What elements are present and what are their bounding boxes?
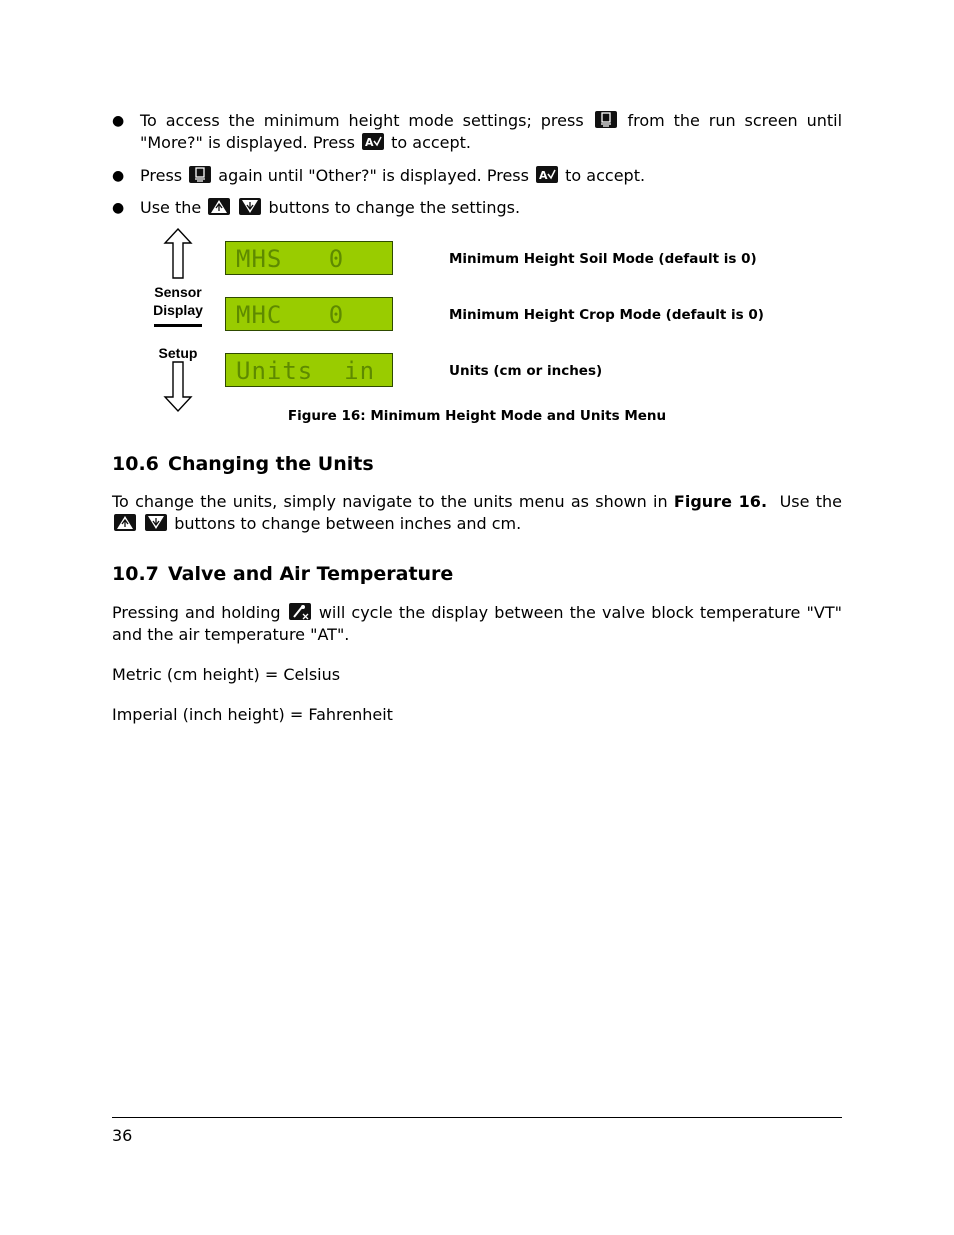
bullet-text: to accept. — [391, 133, 472, 152]
metric-line: Metric (cm height) = Celsius — [112, 665, 341, 684]
section-title: Changing the Units — [168, 453, 374, 475]
temperature-icon — [289, 603, 311, 620]
bullet-text: to accept. — [565, 166, 646, 185]
up-hollow-arrow-icon — [163, 228, 193, 280]
sensor-display-label: Sensor Display — [153, 284, 203, 318]
figure-caption: Figure 16: Minimum Height Mode and Units Menu — [287, 408, 667, 424]
section-heading-10-7 — [112, 563, 453, 585]
accept-icon — [362, 133, 384, 150]
paragraph-text: To change the units, simply navigate to the units menu as shown in — [112, 492, 668, 511]
svg-text:A: A — [365, 136, 374, 149]
bullet-text: Press — [140, 166, 183, 185]
down-arrow-icon — [145, 514, 167, 531]
label-divider — [154, 324, 202, 327]
page-number: 36 — [112, 1126, 133, 1145]
down-hollow-arrow-icon — [163, 361, 193, 413]
bullet-text: from the run screen until "More?" is displayed. Press — [140, 111, 843, 152]
lcd-label-mhc: Minimum Height Crop Mode (default is 0) — [449, 307, 764, 323]
lcd-label-mhs: Minimum Height Soil Mode (default is 0) — [449, 251, 757, 267]
bullet-text: Use the — [140, 198, 202, 217]
lcd-display-units: Units in — [225, 353, 393, 387]
bullet-access-settings — [112, 110, 842, 154]
menu-scroll-icon — [595, 111, 617, 128]
section-heading-10-6 — [112, 453, 374, 475]
bullet-text: again until "Other?" is displayed. Press — [218, 166, 529, 185]
section-number: 10.6 — [112, 453, 159, 475]
paragraph-valve-air-temp — [112, 602, 842, 646]
paragraph-text: buttons to change between inches and cm. — [174, 514, 522, 533]
bullet-dot: ● — [112, 200, 125, 216]
lcd-label-units: Units (cm or inches) — [449, 363, 603, 379]
section-number: 10.7 — [112, 563, 159, 585]
bullet-other — [112, 165, 842, 187]
up-arrow-icon — [114, 514, 136, 531]
setup-label: Setup — [158, 345, 198, 361]
svg-text:A: A — [539, 169, 548, 182]
bullet-text: To access the minimum height mode settings; press — [140, 111, 584, 130]
menu-scroll-icon — [189, 166, 211, 183]
up-arrow-icon — [208, 198, 230, 215]
bullet-dot: ● — [112, 168, 125, 184]
down-arrow-icon — [239, 198, 261, 215]
paragraph-text: Use the — [779, 492, 842, 511]
bullet-dot: ● — [112, 113, 125, 129]
imperial-line: Imperial (inch height) = Fahrenheit — [112, 705, 393, 724]
accept-icon — [536, 166, 558, 183]
paragraph-text: will cycle the display between the valve block temperature "VT" and the air temperature "AT". — [112, 603, 842, 644]
bullet-use-buttons — [112, 197, 842, 219]
paragraph-changing-units — [112, 491, 842, 535]
paragraph-text: Pressing and holding — [112, 603, 281, 622]
lcd-display-mhc: MHC 0 — [225, 297, 393, 331]
figure-reference: Figure 16. — [673, 492, 768, 511]
lcd-display-mhs: MHS 0 — [225, 241, 393, 275]
footer-rule — [112, 1117, 842, 1118]
bullet-text: buttons to change the settings. — [268, 198, 521, 217]
section-title: Valve and Air Temperature — [168, 563, 454, 585]
